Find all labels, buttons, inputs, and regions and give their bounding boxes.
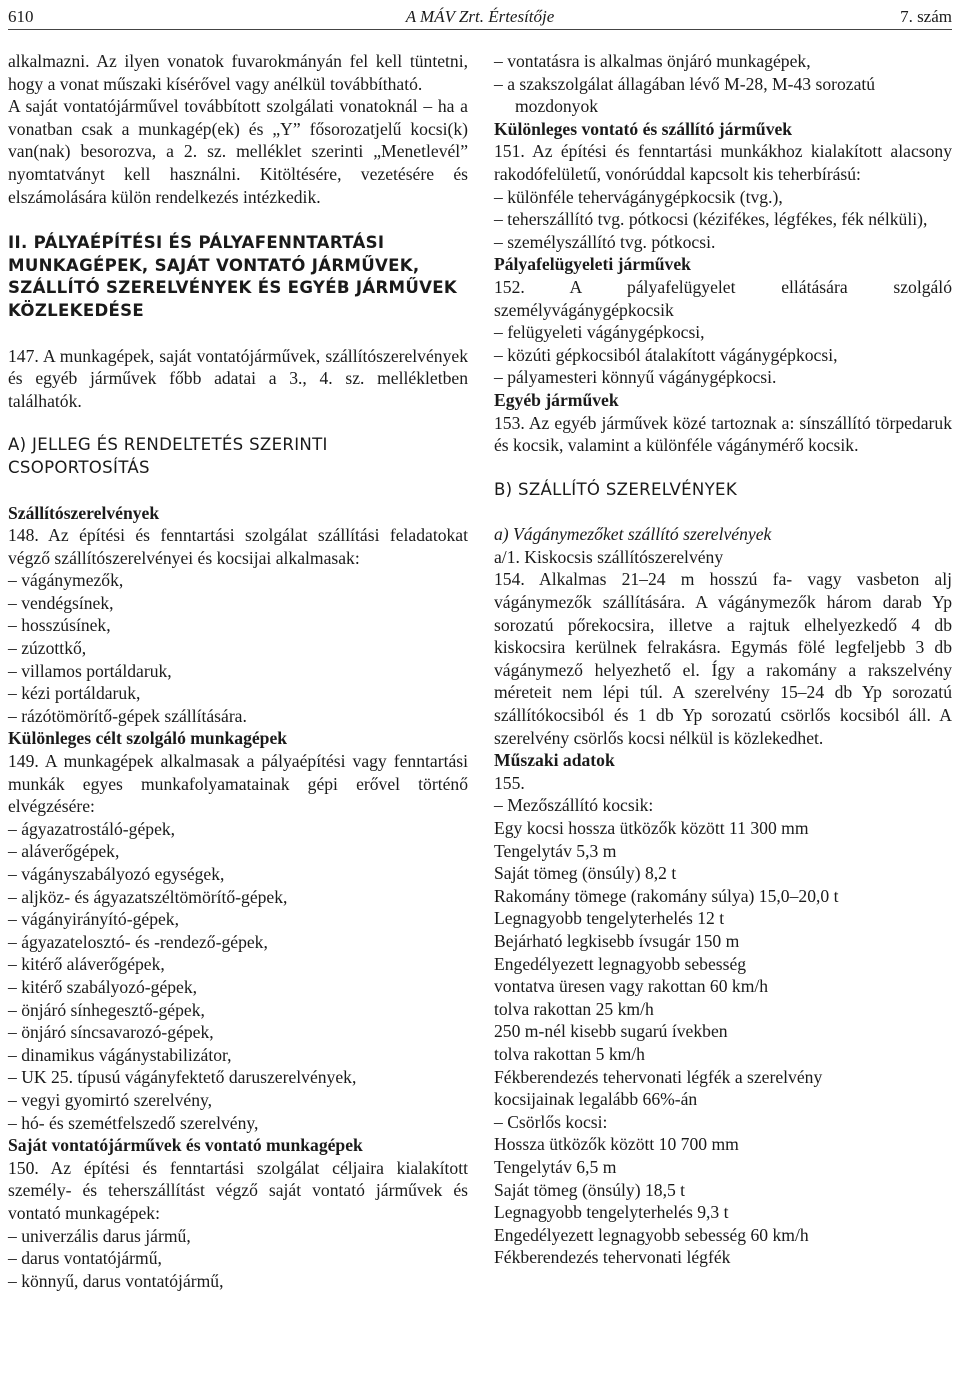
paragraph-153: 153. Az egyéb járművek közé tartoznak a: sínszállító törpedaruk és kocsik, valamint a különféle vágánymérő kocsik. (494, 412, 952, 456)
page-number: 610 (8, 7, 34, 26)
spec-line: Tengelytáv 6,5 m (494, 1156, 617, 1177)
list-151 (494, 186, 952, 254)
list-item: – vágányirányító-gépek, (8, 909, 179, 930)
list-item: – önjáró síncsavarozó-gépek, (8, 1022, 214, 1043)
list-item: – a szakszolgálat állagában lévő M-28, M-43 sorozatú mozdonyok (494, 73, 876, 117)
subheading-palyafelugyeleti: Pályafelügyeleti járművek (494, 254, 691, 275)
list-148 (8, 569, 468, 727)
list-item: – hó- és szemétfelszedő szerelvény, (8, 1112, 259, 1133)
list-item: – felügyeleti vágánygépkocsi, (494, 322, 705, 343)
subheading-szallitoszerelvenyek: Szállítószerelvények (8, 502, 160, 523)
section-b-heading: B) SZÁLLÍTÓ SZERELVÉNYEK (494, 479, 738, 499)
spec-line: Egy kocsi hossza ütközők között 11 300 mm (494, 818, 809, 838)
list-149 (8, 818, 468, 1134)
list-item: – vágánymezők, (8, 570, 124, 591)
subsection-a-heading: a) Vágánymezőket szállító szerelvények (494, 524, 772, 545)
paragraph-148: 148. Az építési és fenntartási szolgálat szállítási feladatokat végző szállítószerelvényei és kocsijai alkalmasak: (8, 525, 468, 568)
subsection-a1-heading: a/1. Kiskocsis szállítószerelvény (494, 546, 724, 567)
list-item: – önjáró sínhegesztő-gépek, (8, 999, 205, 1020)
paragraph-152: 152. A pályafelügyelet ellátására szolgáló személyvágánygépkocsik (494, 276, 952, 320)
list-item: – UK 25. típusú vágányfektető daruszerelvények, (8, 1067, 357, 1088)
list-item: – különféle tehervágánygépkocsik (tvg.), (494, 186, 783, 207)
section-ii-heading: II. PÁLYAÉPÍTÉSI ÉS PÁLYAFENNTARTÁSI MUNKAGÉPEK, SAJÁT VONTATÓ JÁRMŰVEK, SZÁLLÍTÓ SZERELVÉNYEK ÉS EGYÉB JÁRMŰVEK KÖZLEKEDÉSE (8, 233, 458, 320)
page-header (8, 5, 952, 30)
list-item: – aláverőgépek, (8, 841, 120, 862)
paragraph-154: 154. Alkalmas 21–24 m hosszú fa- vagy vasbeton alj vágánymezők szállítására. A vágánymezők három darab Yp sorozatú pőrekocsira, illetve a rajtuk elhelyezkedő 4 db kiskocsira kerülnek felrakásra. Egymás fölé legfeljebb 3 db vágánymező helyezhető el. Így a rakomány a rakszelvény méreteit nem lépi túl. A szerelvény 15–24 db Yp sorozatú szállítókocsiból és 1 db Yp sorozatú csörlős kocsiból áll. A szerelvény csörlős kocsi nélkül is közlekedhet. (494, 569, 952, 748)
subheading-egyeb: Egyéb járművek (494, 389, 619, 410)
spec-line: 250 m-nél kisebb sugarú ívekben (494, 1021, 728, 1042)
paragraph-147: 147. A munkagépek, saját vontatójárművek, szállítószerelvények és egyéb járművek főbb adatai a 3., 4. sz. mellékletben találhatók. (8, 345, 468, 411)
journal-title: A MÁV Zrt. Értesítője (405, 7, 555, 26)
spec-line: Legnagyobb tengelyterhelés 9,3 t (494, 1202, 729, 1223)
list-item: – aljköz- és ágyazatszéltömörítő-gépek, (8, 886, 288, 907)
subheading-sajat-vontato: Saját vontatójárművek és vontató munkagépek (8, 1135, 363, 1156)
paragraph-intro-1: alkalmazni. Az ilyen vonatok fuvarokmányán fel kell tüntetni, hogy a vonat műszaki kísérővel vagy anélkül továbbítható. (8, 51, 468, 94)
list-item: – vontatásra is alkalmas önjáró munkagépek, (494, 51, 811, 71)
list-item: – darus vontatójármű, (8, 1248, 162, 1269)
issue-number: 7. szám (900, 7, 952, 26)
spec-line: Engedélyezett legnagyobb sebesség (494, 953, 747, 974)
list-item: – vágányszabályozó egységek, (8, 864, 225, 884)
spec-line: Bejárható legkisebb ívsugár 150 m (494, 930, 740, 951)
list-item: – teherszállító tvg. pótkocsi (kézifékes, légfékes, fék nélküli), (494, 209, 928, 230)
list-item: – kitérő aláverőgépek, (8, 954, 165, 975)
list-item: – kitérő szabályozó-gépek, (8, 976, 198, 997)
list-item: – ágyazatrostáló-gépek, (8, 818, 176, 839)
list-150-continued (494, 50, 952, 118)
list-150 (8, 1225, 468, 1293)
list-item: – könnyű, darus vontatójármű, (8, 1270, 224, 1291)
list-item: – pályamesteri könnyű vágánygépkocsi. (494, 367, 777, 388)
spec-line: Fékberendezés tehervonati légfék a szerelvény (494, 1066, 823, 1087)
right-column (494, 50, 952, 1269)
list-item: – hosszúsínek, (8, 615, 111, 636)
list-item: – ágyazatelosztó- és -rendező-gépek, (8, 931, 268, 952)
spec-line: Saját tömeg (önsúly) 18,5 t (494, 1179, 686, 1200)
list-item: – villamos portáldaruk, (8, 660, 172, 681)
spec-line: Engedélyezett legnagyobb sebesség 60 km/h (494, 1224, 809, 1245)
list-item: – dinamikus vágánystabilizátor, (8, 1044, 232, 1065)
subheading-kulonleges-celt: Különleges célt szolgáló munkagépek (8, 728, 288, 749)
paragraph-151: 151. Az építési és fenntartási munkákhoz kialakított alacsony rakodófelületű, vonórúddal kapcsolt kis teherbírású: (494, 141, 952, 184)
spec-line: Rakomány tömege (rakomány súlya) 15,0–20,0 t (494, 885, 839, 906)
left-column (8, 50, 468, 1292)
spec-line: Tengelytáv 5,3 m (494, 840, 617, 861)
list-item: – vegyi gyomirtó szerelvény, (8, 1089, 213, 1110)
list-item: – rázótömörítő-gépek szállítására. (8, 705, 247, 726)
spec-list (494, 794, 952, 1268)
list-item: – univerzális darus jármű, (8, 1225, 191, 1246)
spec-line: Fékberendezés tehervonati légfék (494, 1247, 731, 1268)
spec-line: tolva rakottan 5 km/h (494, 1043, 645, 1064)
spec-line: vontatva üresen vagy rakottan 60 km/h (494, 976, 769, 997)
list-item: – közúti gépkocsiból átalakított vágánygépkocsi, (494, 344, 838, 365)
list-item: – személyszállító tvg. pótkocsi. (494, 231, 716, 252)
spec-line: tolva rakottan 25 km/h (494, 998, 654, 1019)
list-item: – zúzottkő, (8, 638, 87, 659)
paragraph-intro-2: A saját vontatójárművel továbbított szolgálati vonatoknál – ha a vonatban csak a munkagép(ek) és „Y” fősorozatjelű kocsi(k) van(nak) besorozva, a 2. sz. melléklet szerinti „Menetlevél” nyomtatványt kell használni. Kitöltésére, vezetésére és elszámolására külön rendelkezés intézkedik. (8, 96, 468, 207)
spec-line: Legnagyobb tengelyterhelés 12 t (494, 908, 725, 929)
list-item: – vendégsínek, (8, 592, 114, 613)
spec-line: Saját tömeg (önsúly) 8,2 t (494, 863, 677, 884)
paragraph-155-label: 155. (494, 772, 525, 793)
list-item: – kézi portáldaruk, (8, 683, 141, 704)
paragraph-150: 150. Az építési és fenntartási szolgálat céljaira kialakított személy- és teherszállítást végző saját vontató járművek és vontató munkagépek: (8, 1157, 468, 1223)
subheading-muszaki-adatok: Műszaki adatok (494, 750, 615, 771)
spec-line: Hossza ütközők között 10 700 mm (494, 1134, 739, 1155)
spec-line: kocsijainak legalább 66%-án (494, 1089, 698, 1110)
spec-line: – Mezőszállító kocsik: (494, 795, 654, 816)
section-a-heading: A) JELLEG ÉS RENDELTETÉS SZERINTI CSOPORTOSÍTÁS (8, 435, 328, 477)
paragraph-149: 149. A munkagépek alkalmasak a pályaépítési vagy fenntartási munkák egyes munkafolyamatainak gépi erővel történő elvégzésére: (8, 751, 468, 817)
subheading-kulonleges-vontato: Különleges vontató és szállító járművek (494, 118, 793, 139)
list-152 (494, 321, 952, 389)
spec-line: – Csörlős kocsi: (494, 1111, 608, 1132)
